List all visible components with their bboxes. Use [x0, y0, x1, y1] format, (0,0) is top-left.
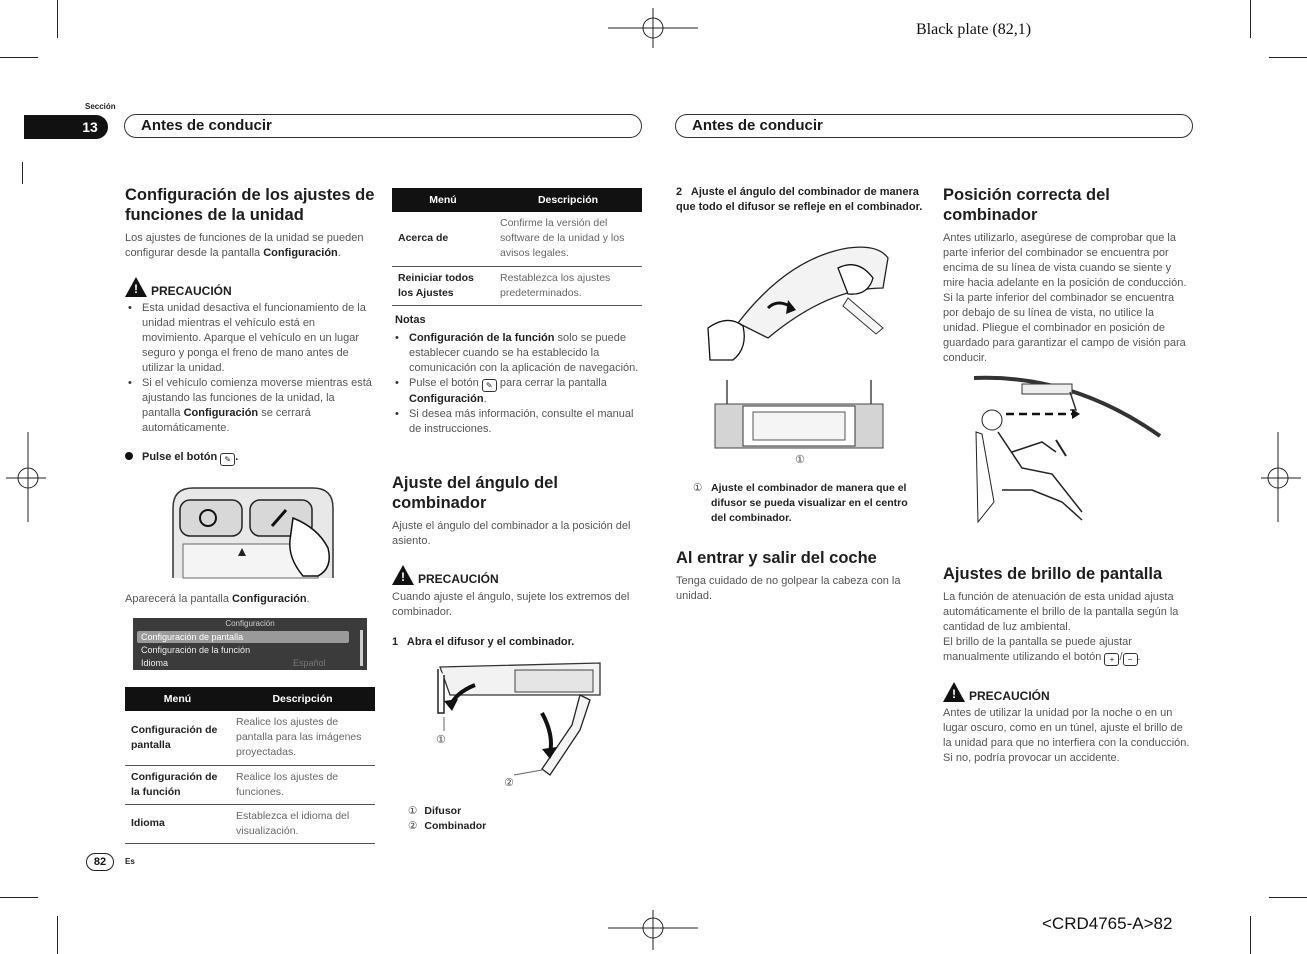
- table-header: Descripción: [494, 188, 642, 212]
- button-illustration: [168, 478, 338, 580]
- appear-text: Aparecerá la pantalla Configuración.: [125, 593, 310, 605]
- plate-label: Black plate (82,1): [916, 21, 1032, 38]
- caution-heading: ! PRECAUCIÓN: [125, 277, 232, 298]
- caution-list: [125, 301, 375, 436]
- crop-mark: [1250, 916, 1251, 954]
- screen-item[interactable]: Configuración de pantalla: [137, 631, 349, 643]
- step-instruction: 1 Abra el difusor y el combinador.: [392, 636, 575, 648]
- diffuser-view-illustration: [713, 380, 885, 450]
- section-tab: [24, 115, 108, 139]
- section-title: Al entrar y salir del coche: [676, 549, 877, 567]
- screen-value: Español: [293, 658, 326, 668]
- table-header: Menú: [392, 188, 494, 212]
- body-text: La función de atenuación de esta unidad ajusta automáticamente el brillo de la pantalla según la cantidad de luz ambiental. El brillo de la pantalla se puede ajustar manualmente utilizando el botón + / − .: [943, 591, 1179, 664]
- section-title: Posición correcta del combinador: [943, 186, 1110, 224]
- chapter-header-left: [124, 114, 642, 138]
- settings-screen: [133, 618, 367, 670]
- page-lang: Es: [125, 857, 135, 866]
- crop-mark: [57, 0, 58, 38]
- step-instruction: 2 Ajuste el ángulo del combinador de manera que todo el difusor se refleje en el combinador.: [676, 186, 923, 213]
- crop-mark: [1250, 0, 1251, 38]
- warning-triangle-icon: !: [125, 277, 147, 297]
- chapter-title: Antes de conducir: [141, 117, 272, 134]
- callout-1: ①: [795, 454, 805, 466]
- plus-icon: +: [1104, 653, 1119, 666]
- screen-item[interactable]: Idioma: [141, 658, 169, 668]
- crop-mark: [57, 916, 58, 954]
- table-header: Menú: [125, 687, 230, 711]
- legend-item: ② Combinador: [408, 820, 487, 832]
- body-text: Tenga cuidado de no golpear la cabeza con la unidad.: [676, 575, 901, 602]
- callout-1: ①: [436, 734, 446, 746]
- registration-mark: [1261, 432, 1301, 522]
- table-header: Descripción: [230, 687, 375, 711]
- section-title: Ajuste del ángulo del combinador: [392, 474, 558, 512]
- screen-title: Configuración: [225, 619, 275, 628]
- crop-mark: [22, 162, 23, 184]
- registration-mark: [608, 910, 698, 950]
- legend-item: ① Difusor: [408, 805, 462, 817]
- adjust-hand-illustration: [698, 238, 908, 368]
- callout-2: ②: [504, 777, 514, 789]
- crop-mark: [1269, 57, 1307, 58]
- intro-text: Los ajustes de funciones de la unidad se pueden configurar desde la pantalla Configuración.: [125, 232, 364, 259]
- page-number: 82: [86, 853, 114, 871]
- list-item: • Esta unidad desactiva el funcionamiento de la unidad mientras el vehículo está en movimiento. Aparque el vehículo en un lugar seguro y ponga el freno de mano antes de utilizar la unidad.: [125, 301, 375, 376]
- section-title: Ajustes de brillo de pantalla: [943, 565, 1163, 583]
- wrench-icon: ✎: [482, 379, 497, 392]
- registration-mark: [608, 8, 698, 48]
- list-item: • Si el vehículo comienza moverse mientras está ajustando las funciones de la unidad, la pantalla Configuración se cerrará automáticamente.: [125, 376, 375, 436]
- crop-mark: [1269, 897, 1307, 898]
- driver-position-illustration: [972, 372, 1164, 530]
- notes-list: [392, 331, 642, 437]
- crop-mark: [0, 897, 38, 898]
- figure-legend: [408, 804, 486, 834]
- chapter-header-right: [675, 114, 1193, 138]
- chapter-title: Antes de conducir: [692, 117, 823, 134]
- registration-mark: [6, 432, 46, 522]
- section-title: Configuración de los ajustes de funciones de la unidad: [125, 186, 375, 224]
- menu-table-2: [392, 188, 642, 306]
- table-row: Configuración de la función Realice los ajustes de funciones.: [125, 765, 375, 804]
- section-label: Sección: [85, 102, 116, 111]
- wrench-icon: ✎: [220, 453, 235, 466]
- warning-triangle-icon: !: [392, 565, 414, 585]
- table-row: Configuración de pantalla Realice los ajustes de pantalla para las imágenes proyectadas.: [125, 711, 375, 765]
- step-instruction: Pulse el botón ✎ .: [125, 451, 238, 466]
- table-row: Reiniciar todos los Ajustes Restablezca los ajustes predeterminados.: [392, 266, 642, 305]
- intro-text: Ajuste el ángulo del combinador a la posición del asiento.: [392, 520, 631, 547]
- caution-heading: ! PRECAUCIÓN: [943, 682, 1050, 703]
- menu-table-1: [125, 687, 375, 844]
- list-item: • Si desea más información, consulte el manual de instrucciones.: [392, 407, 642, 437]
- body-text: Antes utilizarlo, asegúrese de comprobar que la parte inferior del combinador se encuentra por encima de su línea de vista cuando se siente y mire hacia adelante en la posición de conducción. Si la parte inferior del combinador se encuentra por debajo de su línea de vista, no utilice la unidad. Pliegue el combinador en posición de guardado para garantizar el campo de visión para conducir.: [943, 232, 1187, 364]
- caution-heading: ! PRECAUCIÓN: [392, 565, 499, 586]
- screen-item[interactable]: Configuración de la función: [141, 645, 251, 655]
- combiner-illustration: [430, 655, 610, 790]
- list-item: • Pulse el botón ✎ para cerrar la pantalla Configuración.: [392, 376, 642, 407]
- table-row: Idioma Establezca el idioma del visualización.: [125, 804, 375, 843]
- minus-icon: −: [1123, 653, 1138, 666]
- figure-legend: ① Ajuste el combinador de manera que el difusor se pueda visualizar en el centro del combinador.: [693, 482, 908, 524]
- caution-text: Cuando ajuste el ángulo, sujete los extremos del combinador.: [392, 591, 630, 618]
- crop-mark: [0, 57, 38, 58]
- screen-scrollbar[interactable]: [360, 630, 363, 666]
- notes-title: Notas: [395, 314, 426, 326]
- list-item: • Configuración de la función solo se puede establecer cuando se ha establecido la comunicación con la aplicación de navegación.: [392, 331, 642, 376]
- section-number: 13: [82, 119, 98, 135]
- warning-triangle-icon: !: [943, 682, 965, 702]
- caution-text: Antes de utilizar la unidad por la noche o en un lugar oscuro, como en un túnel, ajuste el brillo de la unidad para que no interfiera con la conducción. Si no, podría provocar un accidente.: [943, 707, 1190, 764]
- table-row: Acerca de Confirme la versión del software de la unidad y los avisos legales.: [392, 212, 642, 266]
- footer-code: <CRD4765-A>82: [1042, 914, 1173, 933]
